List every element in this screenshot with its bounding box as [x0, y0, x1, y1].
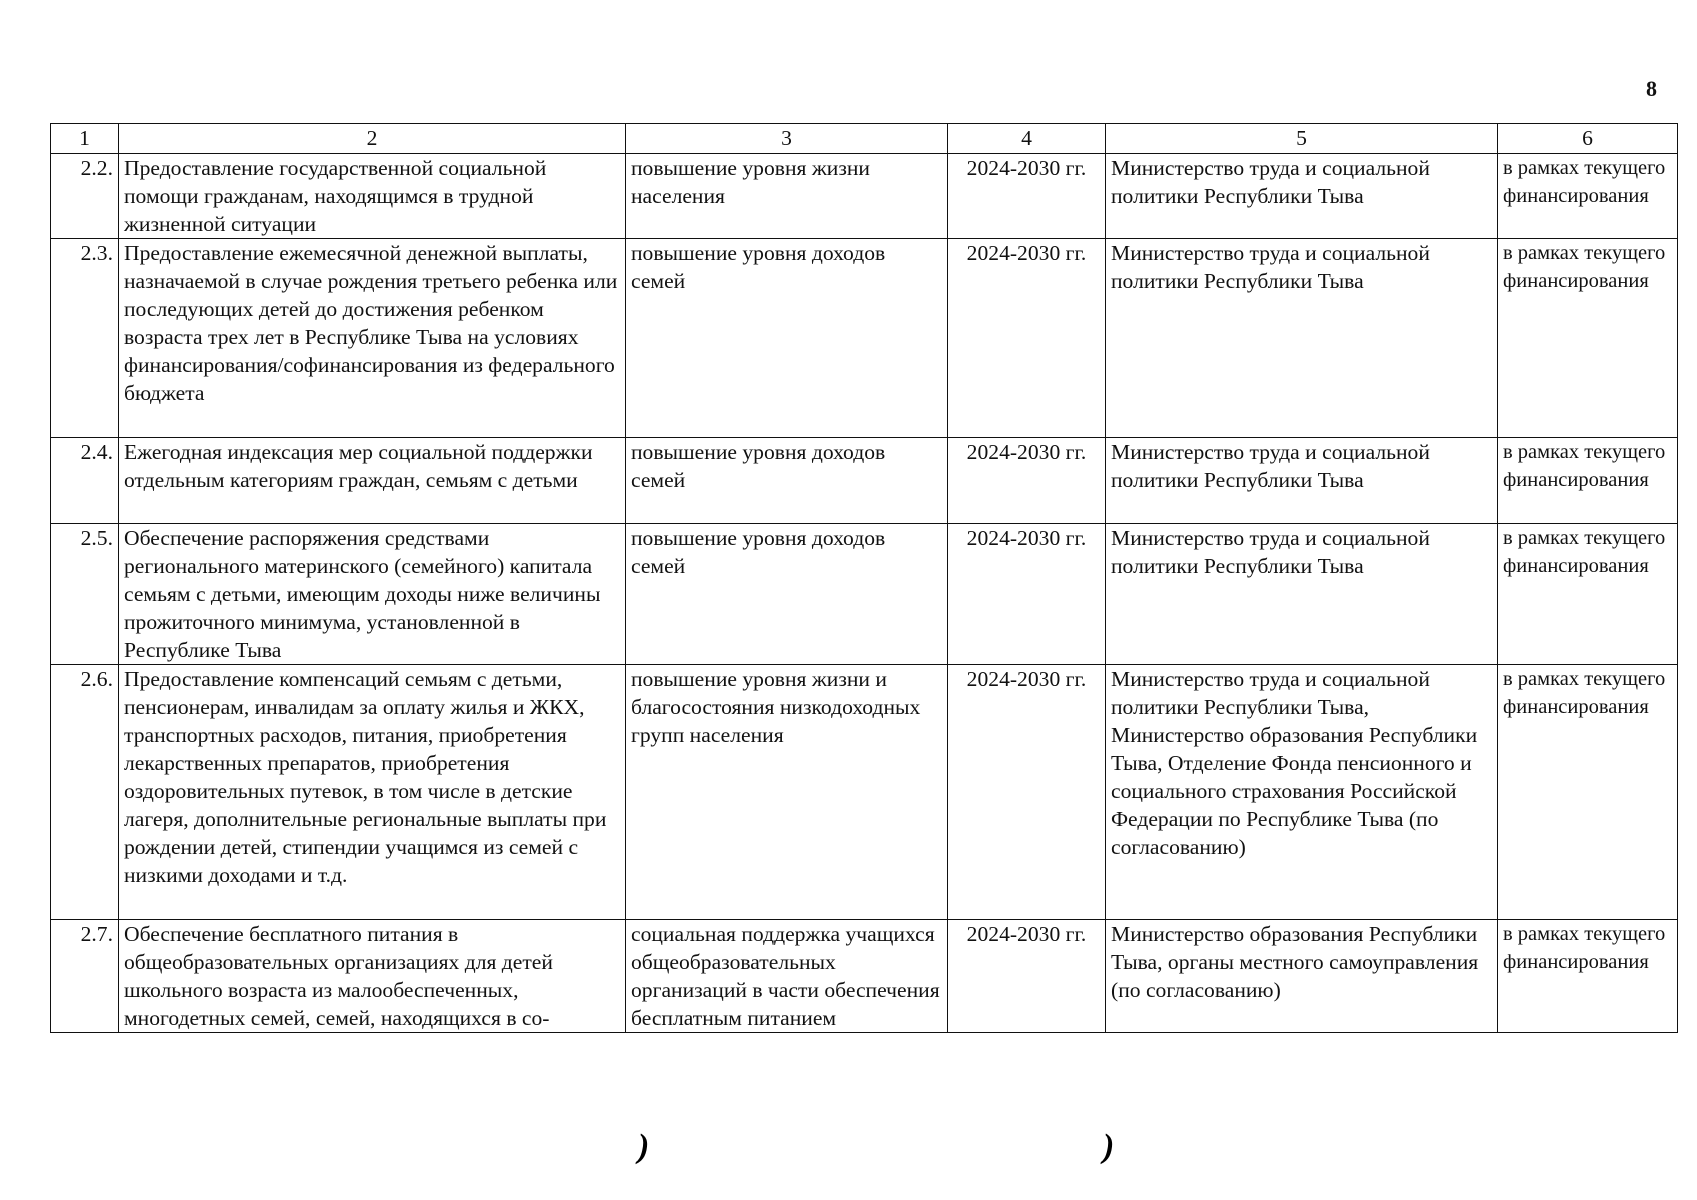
column-header: 1: [51, 124, 119, 154]
scan-mark: ): [638, 1128, 650, 1165]
item-number: 2.6.: [51, 665, 119, 920]
result-cell: повышение уровня жизни и благосостояния низкодоходных групп населения: [626, 665, 948, 920]
scan-mark: ): [1103, 1128, 1115, 1165]
column-header: 6: [1498, 124, 1678, 154]
result-cell: повышение уровня доходов семей: [626, 438, 948, 524]
result-cell: социальная поддержка учащихся общеобразовательных организаций в части обеспечения бесплатным питанием: [626, 920, 948, 1033]
period-cell: 2024-2030 гг.: [948, 154, 1106, 239]
executor-cell: Министерство труда и социальной политики Республики Тыва: [1106, 154, 1498, 239]
table-header-row: [51, 124, 1678, 154]
financing-cell: в рамках текущего финансирования: [1498, 154, 1678, 239]
financing-cell: в рамках текущего финансирования: [1498, 438, 1678, 524]
measure-cell: Предоставление компенсаций семьям с детьми, пенсионерам, инвалидам за оплату жилья и ЖКХ, транспортных расходов, питания, приобретения лекарственных препаратов, приобретения оздоровительных путевок, в том числе в детские лагеря, дополнительные региональные выплаты при рождении детей, стипендии учащимся из семей с низкими доходами и т.д.: [119, 665, 626, 920]
item-number: 2.3.: [51, 239, 119, 438]
table-row: [51, 239, 1678, 438]
period-cell: 2024-2030 гг.: [948, 920, 1106, 1033]
executor-cell: Министерство труда и социальной политики Республики Тыва: [1106, 524, 1498, 665]
executor-cell: Министерство труда и социальной политики Республики Тыва: [1106, 438, 1498, 524]
period-cell: 2024-2030 гг.: [948, 239, 1106, 438]
period-cell: 2024-2030 гг.: [948, 438, 1106, 524]
item-number: 2.4.: [51, 438, 119, 524]
measures-table: [50, 123, 1678, 1033]
result-cell: повышение уровня доходов семей: [626, 524, 948, 665]
page-number: 8: [1646, 76, 1657, 101]
financing-cell: в рамках текущего финансирования: [1498, 524, 1678, 665]
financing-cell: в рамках текущего финансирования: [1498, 920, 1678, 1033]
financing-cell: в рамках текущего финансирования: [1498, 239, 1678, 438]
executor-cell: Министерство труда и социальной политики Республики Тыва: [1106, 239, 1498, 438]
table-row: [51, 665, 1678, 920]
table-row: [51, 524, 1678, 665]
item-number: 2.2.: [51, 154, 119, 239]
item-number: 2.5.: [51, 524, 119, 665]
result-cell: повышение уровня доходов семей: [626, 239, 948, 438]
measure-cell: Обеспечение бесплатного питания в общеобразовательных организациях для детей школьного возраста из малообеспеченных, многодетных семей, семей, находящихся в со-: [119, 920, 626, 1033]
measure-cell: Ежегодная индексация мер социальной поддержки отдельным категориям граждан, семьям с детьми: [119, 438, 626, 524]
table-row: [51, 920, 1678, 1033]
result-cell: повышение уровня жизни населения: [626, 154, 948, 239]
measure-cell: Обеспечение распоряжения средствами регионального материнского (семейного) капитала семьям с детьми, имеющим доходы ниже величины прожиточного минимума, установленной в Республике Тыва: [119, 524, 626, 665]
column-header: 5: [1106, 124, 1498, 154]
executor-cell: Министерство образования Республики Тыва, органы местного самоуправления (по согласованию): [1106, 920, 1498, 1033]
period-cell: 2024-2030 гг.: [948, 665, 1106, 920]
period-cell: 2024-2030 гг.: [948, 524, 1106, 665]
measure-cell: Предоставление ежемесячной денежной выплаты, назначаемой в случае рождения третьего ребенка или последующих детей до достижения ребенком возраста трех лет в Республике Тыва на условиях финансирования/софинансирования из федерального бюджета: [119, 239, 626, 438]
column-header: 2: [119, 124, 626, 154]
financing-cell: в рамках текущего финансирования: [1498, 665, 1678, 920]
measure-cell: Предоставление государственной социальной помощи гражданам, находящимся в трудной жизненной ситуации: [119, 154, 626, 239]
column-header: 4: [948, 124, 1106, 154]
table-row: [51, 438, 1678, 524]
column-header: 3: [626, 124, 948, 154]
item-number: 2.7.: [51, 920, 119, 1033]
table-row: [51, 154, 1678, 239]
executor-cell: Министерство труда и социальной политики Республики Тыва, Министерство образования Республики Тыва, Отделение Фонда пенсионного и социального страхования Российской Федерации по Республике Тыва (по согласованию): [1106, 665, 1498, 920]
